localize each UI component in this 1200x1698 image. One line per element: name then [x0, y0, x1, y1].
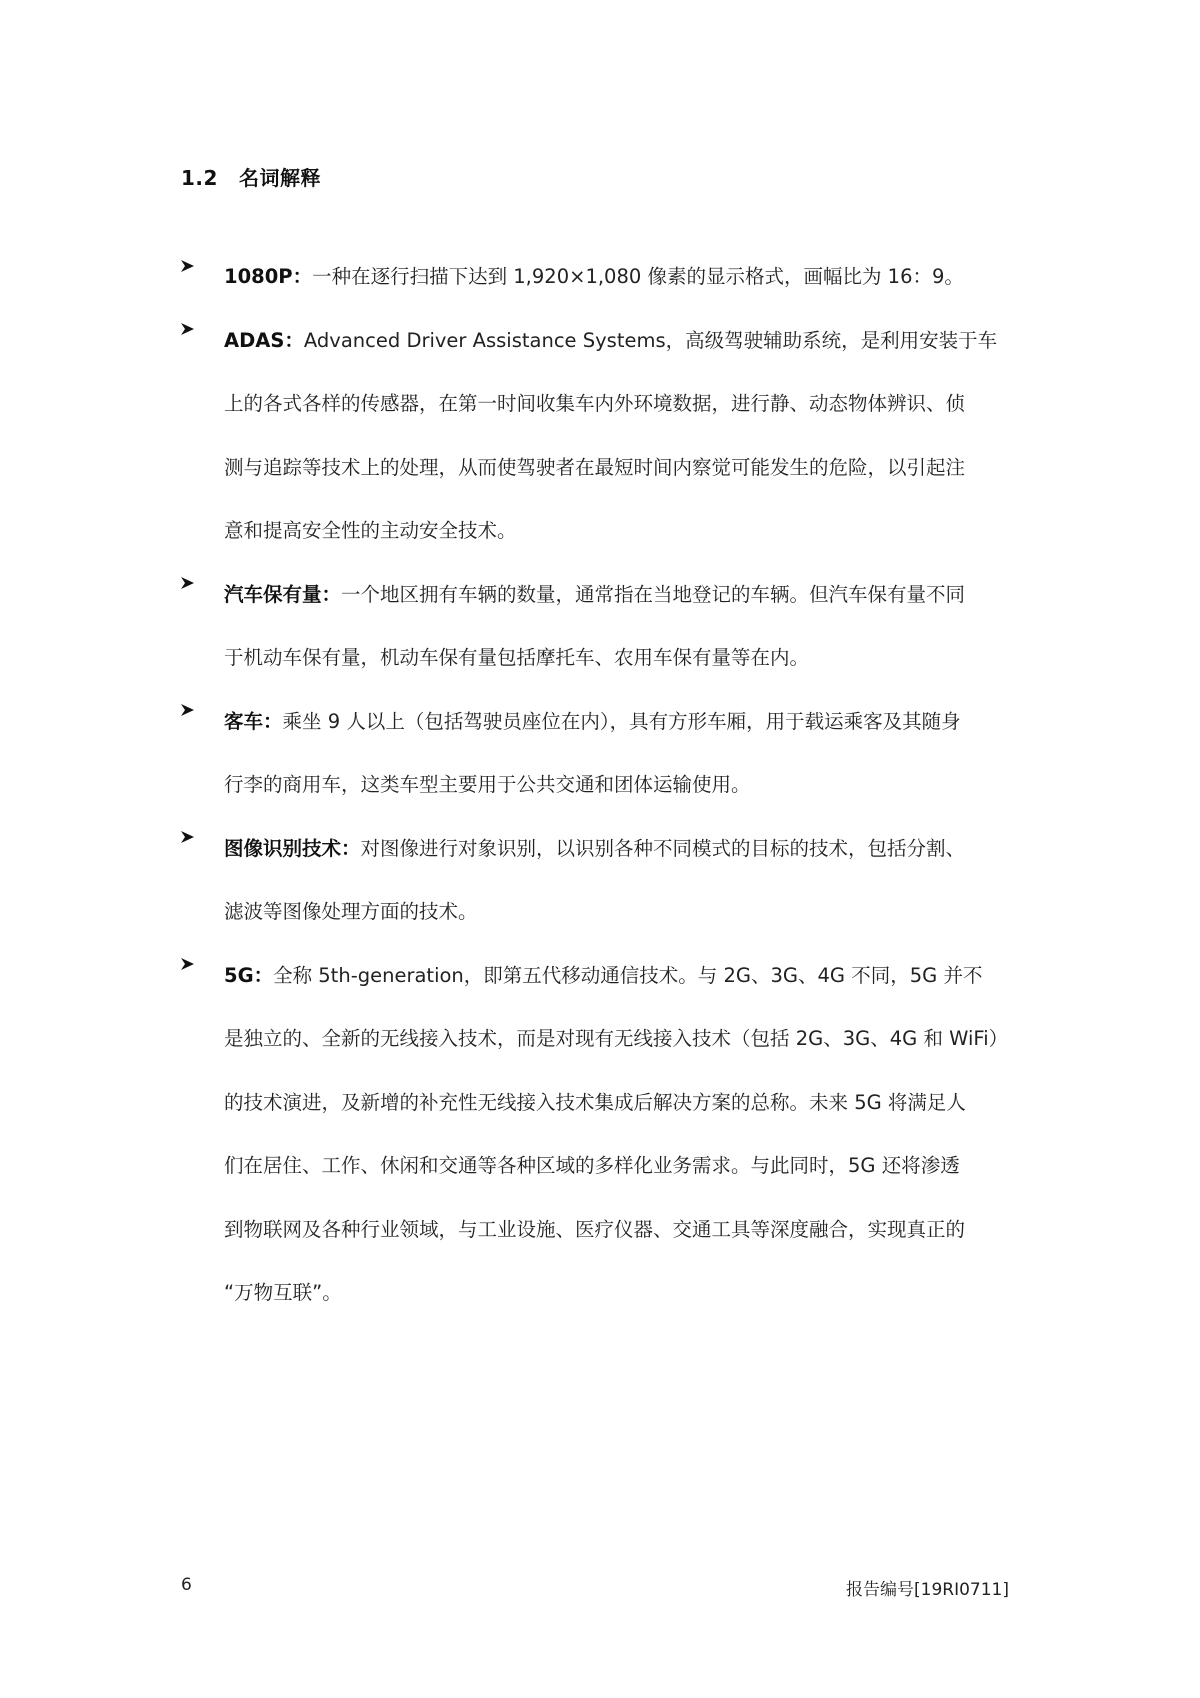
glossary-definition: 一种在逐行扫描下达到 1,920×1,080 像素的显示格式，画幅比为 16：9。 [312, 265, 964, 288]
arrow-bullet-icon [181, 944, 199, 1008]
glossary-definition-line: 是独立的、全新的无线接入技术，而是对现有无线接入技术（包括 2G、3G、4G 和 WiFi） [224, 1027, 1009, 1050]
glossary-definition: 全称 5th-generation，即第五代移动通信技术。与 2G、3G、4G 不同，5G 并不 [273, 963, 983, 987]
glossary-definition: 对图像进行对象识别，以识别各种不同模式的目标的技术，包括分割、 [360, 836, 966, 860]
glossary-definition-line: 上的各式各样的传感器，在第一时间收集车内外环境数据，进行静、动态物体辨识、侦 [224, 392, 966, 415]
glossary-definition-line: 测与追踪等技术上的处理，从而使驾驶者在最短时间内察觉可能发生的危险，以引起注 [224, 455, 966, 479]
glossary-definition-line: 滤波等图像处理方面的技术。 [224, 900, 478, 923]
glossary-term: 1080P： [224, 265, 313, 288]
arrow-bullet-icon [181, 309, 199, 373]
glossary-term: 客车： [224, 709, 283, 733]
glossary-item-1080p [181, 245, 1041, 309]
glossary-definition: 乘坐 9 人以上（包括驾驶员座位在内），具有方形车厢，用于载运乘客及其随身 [282, 709, 961, 733]
glossary-item-adas [181, 309, 1041, 563]
page-footer [181, 1575, 1009, 1600]
section-title: 名词解释 [239, 166, 321, 190]
glossary-list [181, 245, 1041, 1325]
glossary-definition: 一个地区拥有车辆的数量，通常指在当地登记的车辆。但汽车保有量不同 [341, 582, 966, 606]
section-heading [181, 162, 321, 191]
glossary-term: 图像识别技术： [224, 836, 361, 860]
glossary-definition-line: “万物互联”。 [224, 1281, 342, 1304]
glossary-definition-line: 于机动车保有量，机动车保有量包括摩托车、农用车保有量等在内。 [224, 646, 810, 669]
glossary-term: ADAS： [224, 328, 304, 352]
arrow-bullet-icon [181, 245, 199, 309]
arrow-bullet-icon [181, 817, 199, 881]
glossary-definition-line: 的技术演进，及新增的补充性无线接入技术集成后解决方案的总称。未来 5G 将满足人 [224, 1090, 966, 1114]
arrow-bullet-icon [181, 563, 199, 627]
glossary-item-5g [181, 944, 1041, 1325]
glossary-item-vehicle-ownership [181, 563, 1041, 690]
glossary-definition-line: 们在居住、工作、休闲和交通等各种区域的多样化业务需求。与此同时，5G 还将渗透 [224, 1154, 960, 1177]
glossary-item-image-recognition [181, 817, 1041, 944]
glossary-term: 5G： [224, 963, 274, 987]
glossary-definition-line: 意和提高安全性的主动安全技术。 [224, 519, 517, 542]
glossary-item-bus [181, 690, 1041, 817]
page-number: 6 [181, 1575, 192, 1595]
report-id: 报告编号[19RI0711] [846, 1580, 1009, 1600]
glossary-definition-line: 到物联网及各种行业领域，与工业设施、医疗仪器、交通工具等深度融合，实现真正的 [224, 1217, 966, 1241]
section-number: 1.2 [181, 166, 218, 190]
glossary-term: 汽车保有量： [224, 582, 342, 606]
glossary-definition: Advanced Driver Assistance Systems，高级驾驶辅助系统，是利用安装于车 [303, 328, 998, 352]
glossary-definition-line: 行李的商用车，这类车型主要用于公共交通和团体运输使用。 [224, 773, 751, 796]
arrow-bullet-icon [181, 690, 199, 754]
